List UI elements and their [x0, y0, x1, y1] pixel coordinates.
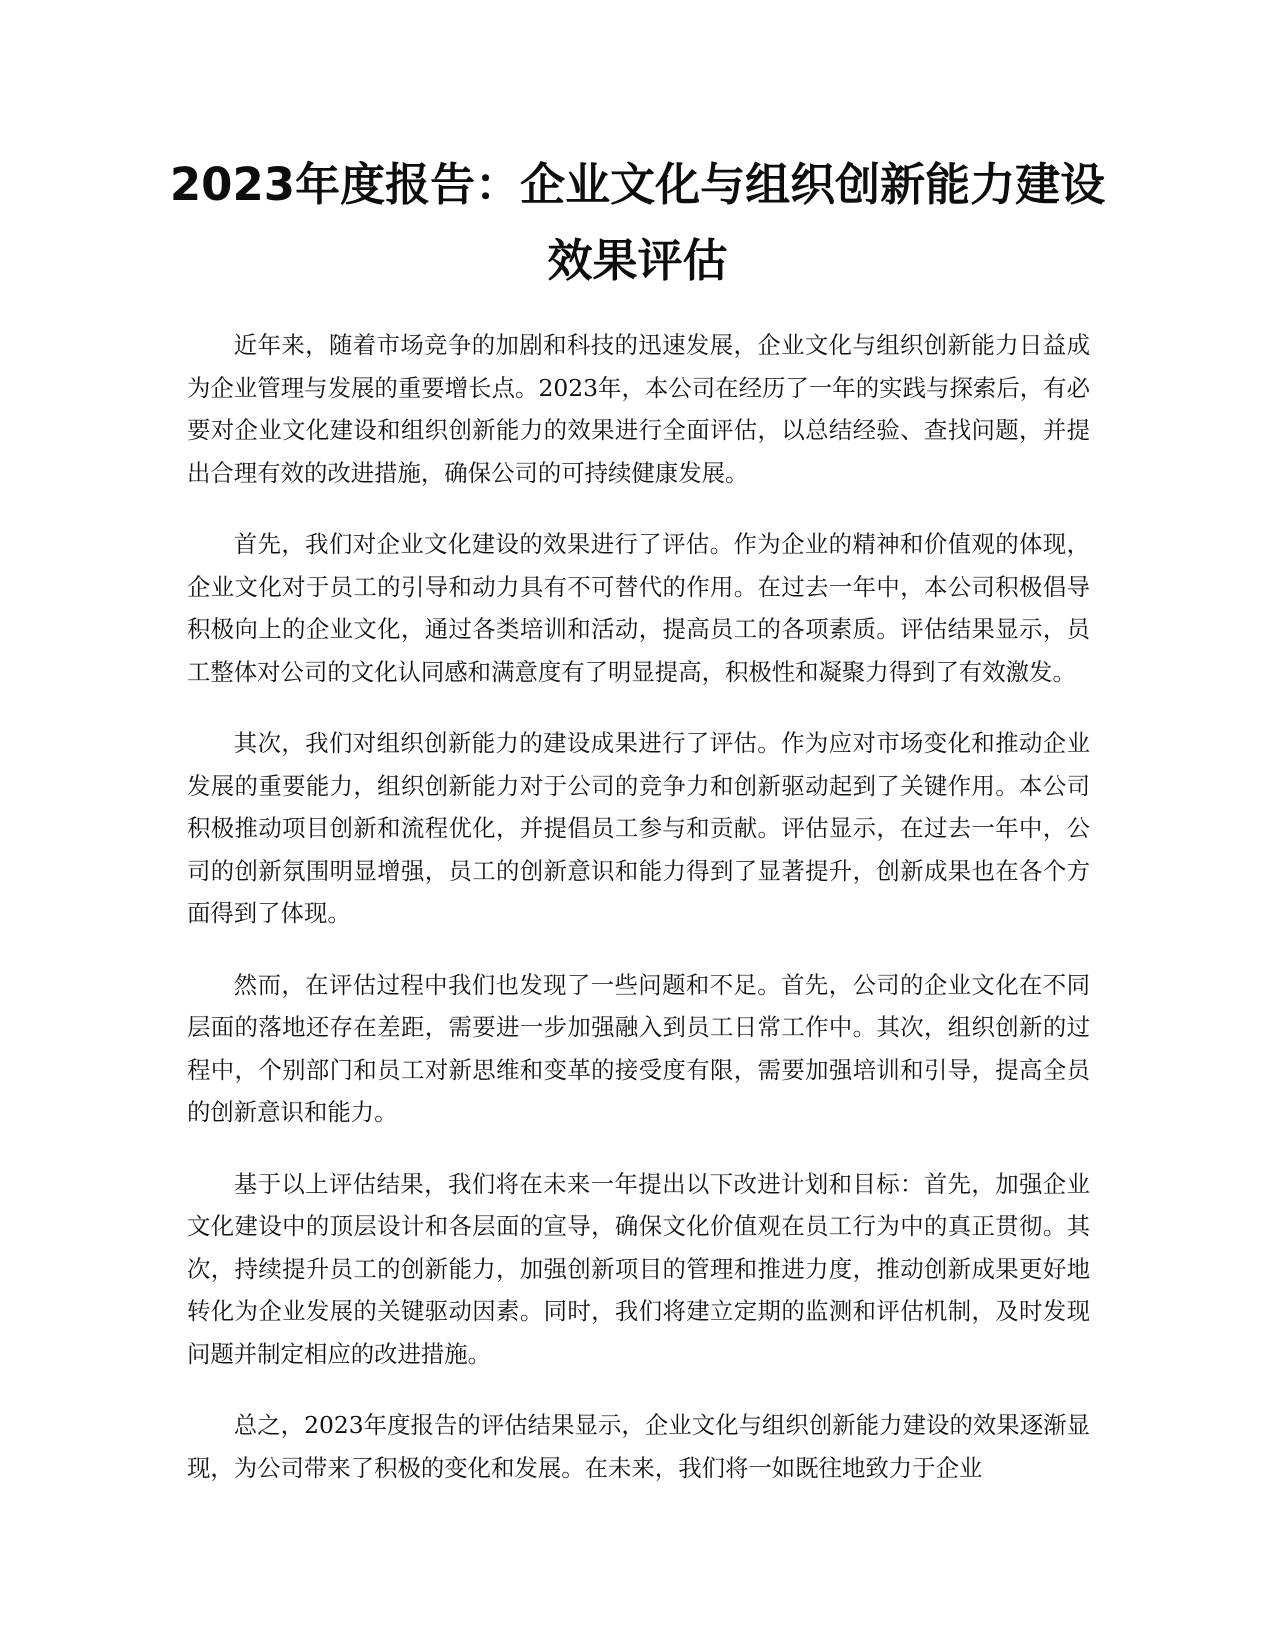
paragraph-conclusion: 总之，2023年度报告的评估结果显示，企业文化与组织创新能力建设的效果逐渐显现，为公司带来了积极的变化和发展。在未来，我们将一如既往地致力于企业 — [187, 1411, 1090, 1482]
paragraph-improvement-plan: 基于以上评估结果，我们将在未来一年提出以下改进计划和目标：首先，加强企业文化建设中的顶层设计和各层面的宣导，确保文化价值观在员工行为中的真正贯彻。其次，持续提升员工的创新能力，加强创新项目的管理和推进力度，推动创新成果更好地转化为企业发展的关键驱动因素。同时，我们将建立定期的监测和评估机制，及时发现问题并制定相应的改进措施。 — [187, 1169, 1090, 1368]
paragraph-culture-evaluation: 首先，我们对企业文化建设的效果进行了评估。作为企业的精神和价值观的体现，企业文化对于员工的引导和动力具有不可替代的作用。在过去一年中，本公司积极倡导积极向上的企业文化，通过各类培训和活动，提高员工的各项素质。评估结果显示，员工整体对公司的文化认同感和满意度有了明显提高，积极性和凝聚力得到了有效激发。 — [187, 530, 1090, 686]
paragraph-intro: 近年来，随着市场竞争的加剧和科技的迅速发展，企业文化与组织创新能力日益成为企业管理与发展的重要增长点。2023年，本公司在经历了一年的实践与探索后，有必要对企业文化建设和组织创新能力的效果进行全面评估，以总结经验、查找问题，并提出合理有效的改进措施，确保公司的可持续健康发展。 — [187, 331, 1090, 487]
paragraph-innovation-evaluation: 其次，我们对组织创新能力的建设成果进行了评估。作为应对市场变化和推动企业发展的重要能力，组织创新能力对于公司的竞争力和创新驱动起到了关键作用。本公司积极推动项目创新和流程优化，并提倡员工参与和贡献。评估显示，在过去一年中，公司的创新氛围明显增强，员工的创新意识和能力得到了显著提升，创新成果也在各个方面得到了体现。 — [187, 729, 1090, 927]
paragraph-problems: 然而，在评估过程中我们也发现了一些问题和不足。首先，公司的企业文化在不同层面的落地还存在差距，需要进一步加强融入到员工日常工作中。其次，组织创新的过程中，个别部门和员工对新思维和变革的接受度有限，需要加强培训和引导，提高全员的创新意识和能力。 — [187, 970, 1090, 1126]
document-body — [187, 324, 1090, 1518]
document-title: 2023年度报告：企业文化与组织创新能力建设效果评估 — [169, 158, 1106, 287]
